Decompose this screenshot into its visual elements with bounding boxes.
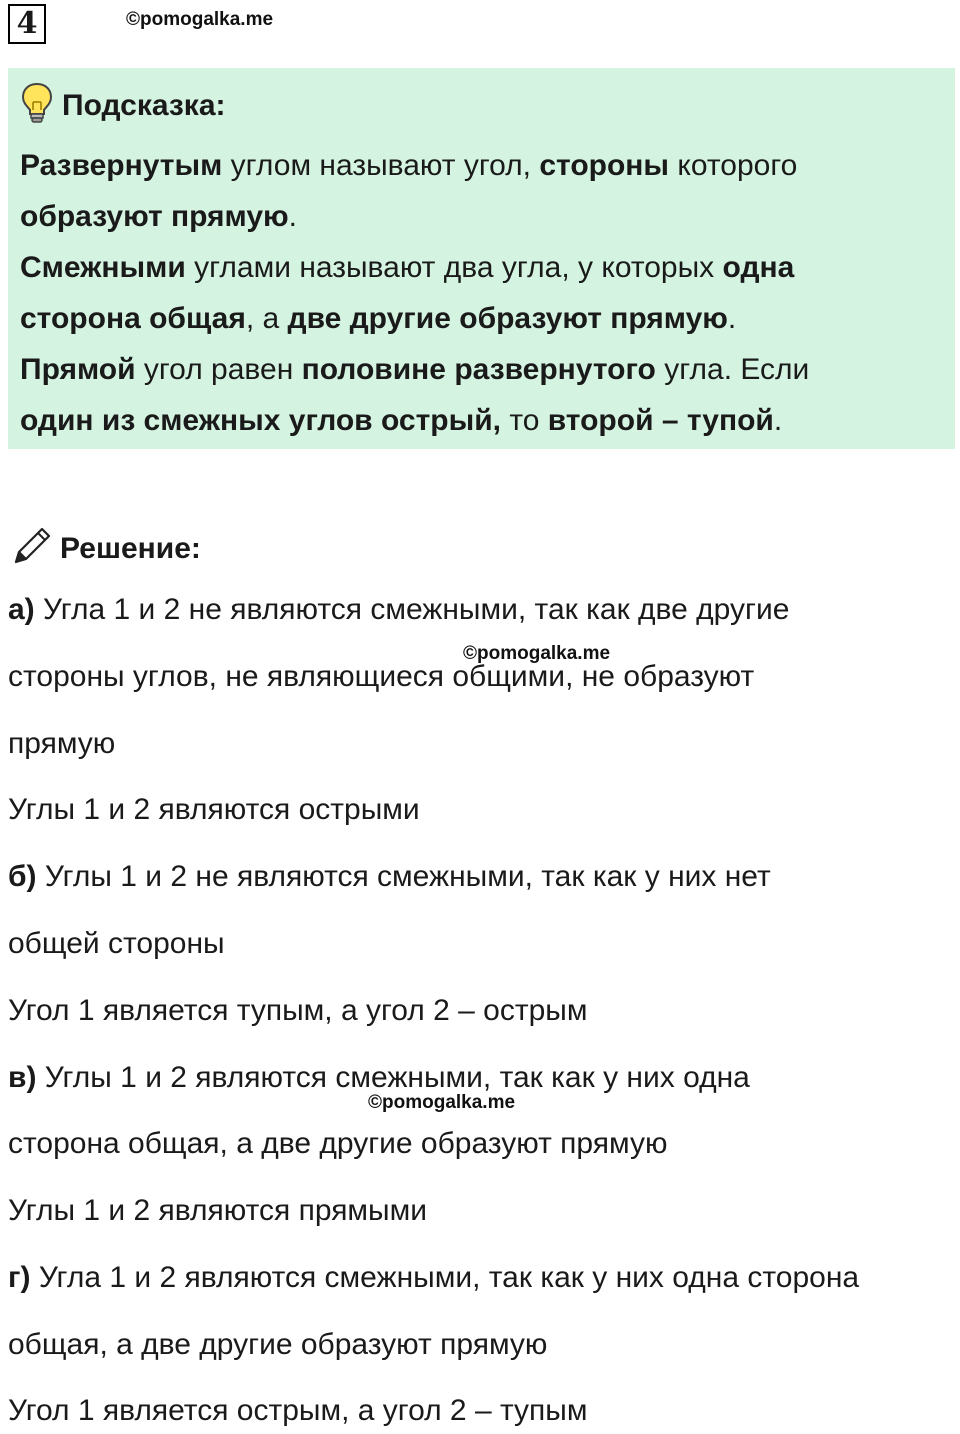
text-segment: Углы 1 и 2 являются смежными, так как у них одна [36,1061,750,1094]
bold-text: образуют прямую [20,200,289,233]
text-segment: . [773,404,783,437]
solution-line [8,993,587,1029]
watermark: ©pomogalka.me [126,9,274,30]
bold-text: б) [8,860,37,893]
solution-line [8,726,115,762]
watermark-inline: ©pomogalka.me [368,1092,516,1113]
text-segment: прямую [8,727,116,760]
bold-text: один из смежных углов острый, [20,404,501,437]
solution-line [8,1393,587,1429]
hint-text [20,140,809,446]
text-segment: то [500,404,548,437]
bold-text: в) [8,1061,37,1094]
bold-text: сторона общая [20,302,246,335]
bold-text: Развернутым [20,149,223,182]
bold-text: второй – тупой [547,404,774,437]
bold-text: Прямой [20,353,136,386]
text-segment: . [727,302,737,335]
hint-line [20,242,809,293]
bold-text: половине развернутого [301,353,656,386]
text-segment: Угол 1 является тупым, а угол 2 – острым [8,994,588,1027]
text-segment: общая, а две другие образуют прямую [8,1328,548,1361]
text-segment: сторона общая, а две другие образуют прямую [8,1127,668,1160]
solution-line [8,1327,547,1363]
text-segment: . [288,200,297,233]
text-segment: Угла 1 и 2 являются смежными, так как у них одна сторона [30,1261,860,1294]
text-segment: стороны углов, не являющиеся общими, не образуют [8,660,755,693]
text-segment: Углы 1 и 2 являются острыми [8,793,420,826]
solution-line [8,1260,859,1296]
solution-line [8,792,420,828]
solution-title: Решение: [60,531,201,565]
bold-text: стороны [539,149,670,182]
bold-text: две другие образуют прямую [287,302,728,335]
solution-line [8,592,789,628]
text-segment: Угол 1 является острым, а угол 2 – тупым [8,1394,588,1427]
text-segment: углом называют угол, [222,149,540,182]
lightbulb-icon [20,82,54,129]
hint-line [20,344,809,395]
solution-line [8,1193,427,1229]
hint-line [20,395,809,446]
text-segment: которого [669,149,798,182]
text-segment: общей стороны [8,927,225,960]
pencil-icon [10,524,54,573]
hint-title: Подсказка: [62,88,226,122]
text-segment: Углы 1 и 2 не являются смежными, так как у них нет [36,860,771,893]
hint-header [20,82,226,129]
bold-text: а) [8,593,35,626]
hint-box [8,68,955,449]
solution-line [8,859,771,895]
watermark-inline: ©pomogalka.me [463,643,611,664]
bold-text: Смежными [20,251,186,284]
text-segment: , а [245,302,288,335]
text-segment: угла. Если [655,353,810,386]
solution-line [8,926,225,962]
text-segment: Углы 1 и 2 являются прямыми [8,1194,428,1227]
text-segment: углами называют два угла, у которых [185,251,723,284]
solution-line [8,1060,750,1096]
hint-line [20,191,809,242]
text-segment: Угла 1 и 2 не являются смежными, так как две другие [34,593,790,626]
hint-line [20,140,809,191]
solution-line [8,1126,667,1162]
task-number: 4 [8,4,46,44]
hint-line [20,293,809,344]
solution-header [10,524,201,573]
text-segment: угол равен [135,353,302,386]
solution-line [8,659,754,695]
bold-text: г) [8,1261,31,1294]
bold-text: одна [722,251,795,284]
